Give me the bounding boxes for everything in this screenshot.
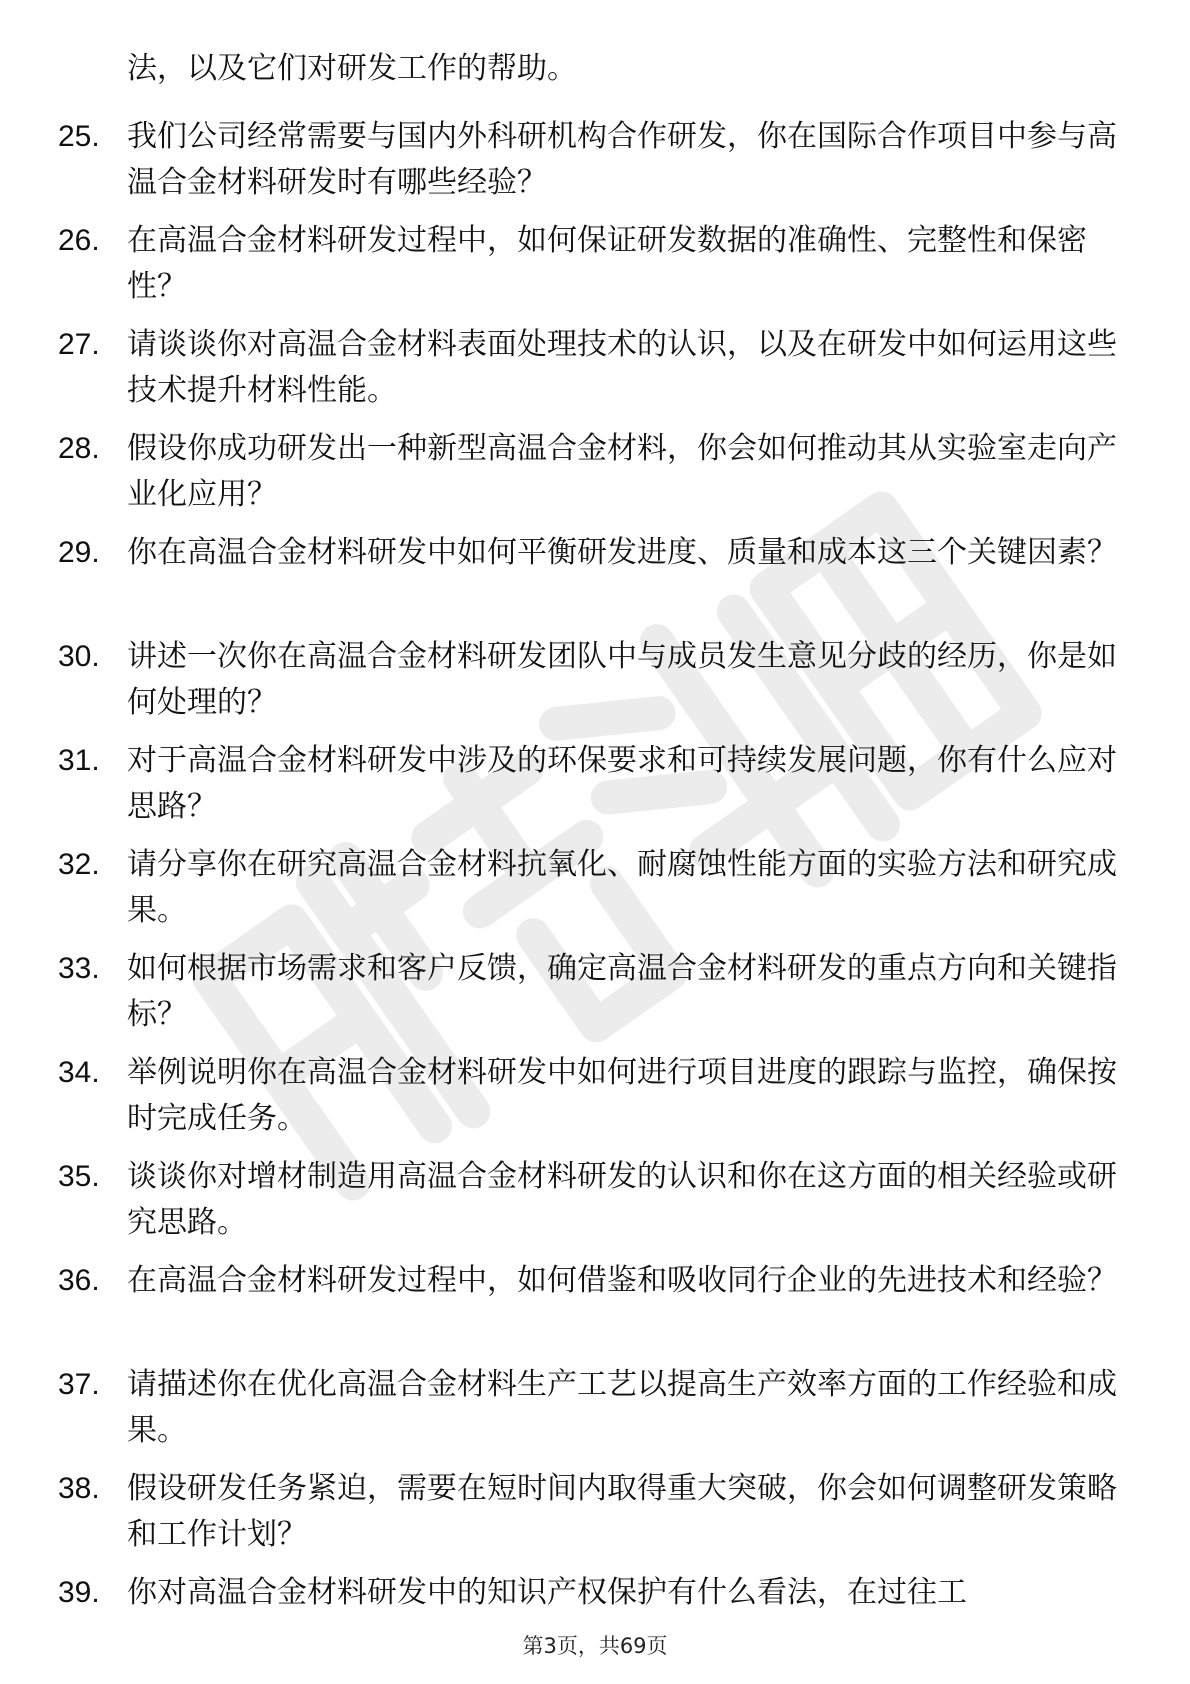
page-footer: 第3页，共69页 [522, 1634, 668, 1658]
question-number: 33. [58, 952, 100, 985]
question-number: 26. [58, 224, 100, 257]
question-text: 对于高温合金材料研发中涉及的环保要求和可持续发展问题，你有什么应对思路？ [127, 743, 1117, 824]
question-text: 请描述你在优化高温合金材料生产工艺以提高生产效率方面的工作经验和成果。 [127, 1367, 1117, 1448]
question-text: 请谈谈你对高温合金材料表面处理技术的认识，以及在研发中如何运用这些技术提升材料性能。 [127, 327, 1117, 408]
question-item-25 [0, 114, 1190, 218]
question-text: 请分享你在研究高温合金材料抗氧化、耐腐蚀性能方面的实验方法和研究成果。 [127, 847, 1117, 928]
question-number: 28. [58, 432, 100, 465]
question-item-29 [0, 530, 1190, 634]
question-text: 假设你成功研发出一种新型高温合金材料，你会如何推动其从实验室走向产业化应用？ [127, 431, 1117, 512]
question-text: 如何根据市场需求和客户反馈，确定高温合金材料研发的重点方向和关键指标？ [127, 951, 1117, 1032]
question-text: 假设研发任务紧迫，需要在短时间内取得重大突破，你会如何调整研发策略和工作计划？ [127, 1471, 1117, 1552]
question-text: 你对高温合金材料研发中的知识产权保护有什么看法，在过往工 [127, 1575, 967, 1610]
question-number: 35. [58, 1160, 100, 1193]
question-number: 39. [58, 1576, 100, 1609]
question-number: 29. [58, 536, 100, 569]
question-number: 30. [58, 640, 100, 673]
question-item-28 [0, 426, 1190, 530]
question-text: 在高温合金材料研发过程中，如何保证研发数据的准确性、完整性和保密性？ [127, 223, 1087, 304]
question-item-38 [0, 1466, 1190, 1570]
question-item-32 [0, 842, 1190, 946]
question-item-30 [0, 634, 1190, 738]
question-list [0, 114, 1190, 1674]
question-item-31 [0, 738, 1190, 842]
question-number: 36. [58, 1264, 100, 1297]
question-number: 38. [58, 1472, 100, 1505]
continuation-text: 法，以及它们对研发工作的帮助。 [127, 51, 577, 86]
question-item-33 [0, 946, 1190, 1050]
question-item-26 [0, 218, 1190, 322]
question-text: 你在高温合金材料研发中如何平衡研发进度、质量和成本这三个关键因素？ [127, 535, 1117, 570]
question-number: 27. [58, 328, 100, 361]
question-text: 谈谈你对增材制造用高温合金材料研发的认识和你在这方面的相关经验或研究思路。 [127, 1159, 1117, 1240]
question-text: 讲述一次你在高温合金材料研发团队中与成员发生意见分歧的经历，你是如何处理的？ [127, 639, 1117, 720]
question-item-34 [0, 1050, 1190, 1154]
question-number: 25. [58, 120, 100, 153]
question-number: 32. [58, 848, 100, 881]
question-text: 举例说明你在高温合金材料研发中如何进行项目进度的跟踪与监控，确保按时完成任务。 [127, 1055, 1117, 1136]
question-text: 我们公司经常需要与国内外科研机构合作研发，你在国际合作项目中参与高温合金材料研发时有哪些经验？ [127, 119, 1117, 200]
question-number: 34. [58, 1056, 100, 1089]
question-item-37 [0, 1362, 1190, 1466]
question-item-36 [0, 1258, 1190, 1362]
question-item-35 [0, 1154, 1190, 1258]
question-item-27 [0, 322, 1190, 426]
question-text: 在高温合金材料研发过程中，如何借鉴和吸收同行企业的先进技术和经验？ [127, 1263, 1117, 1298]
question-number: 31. [58, 744, 100, 777]
question-number: 37. [58, 1368, 100, 1401]
